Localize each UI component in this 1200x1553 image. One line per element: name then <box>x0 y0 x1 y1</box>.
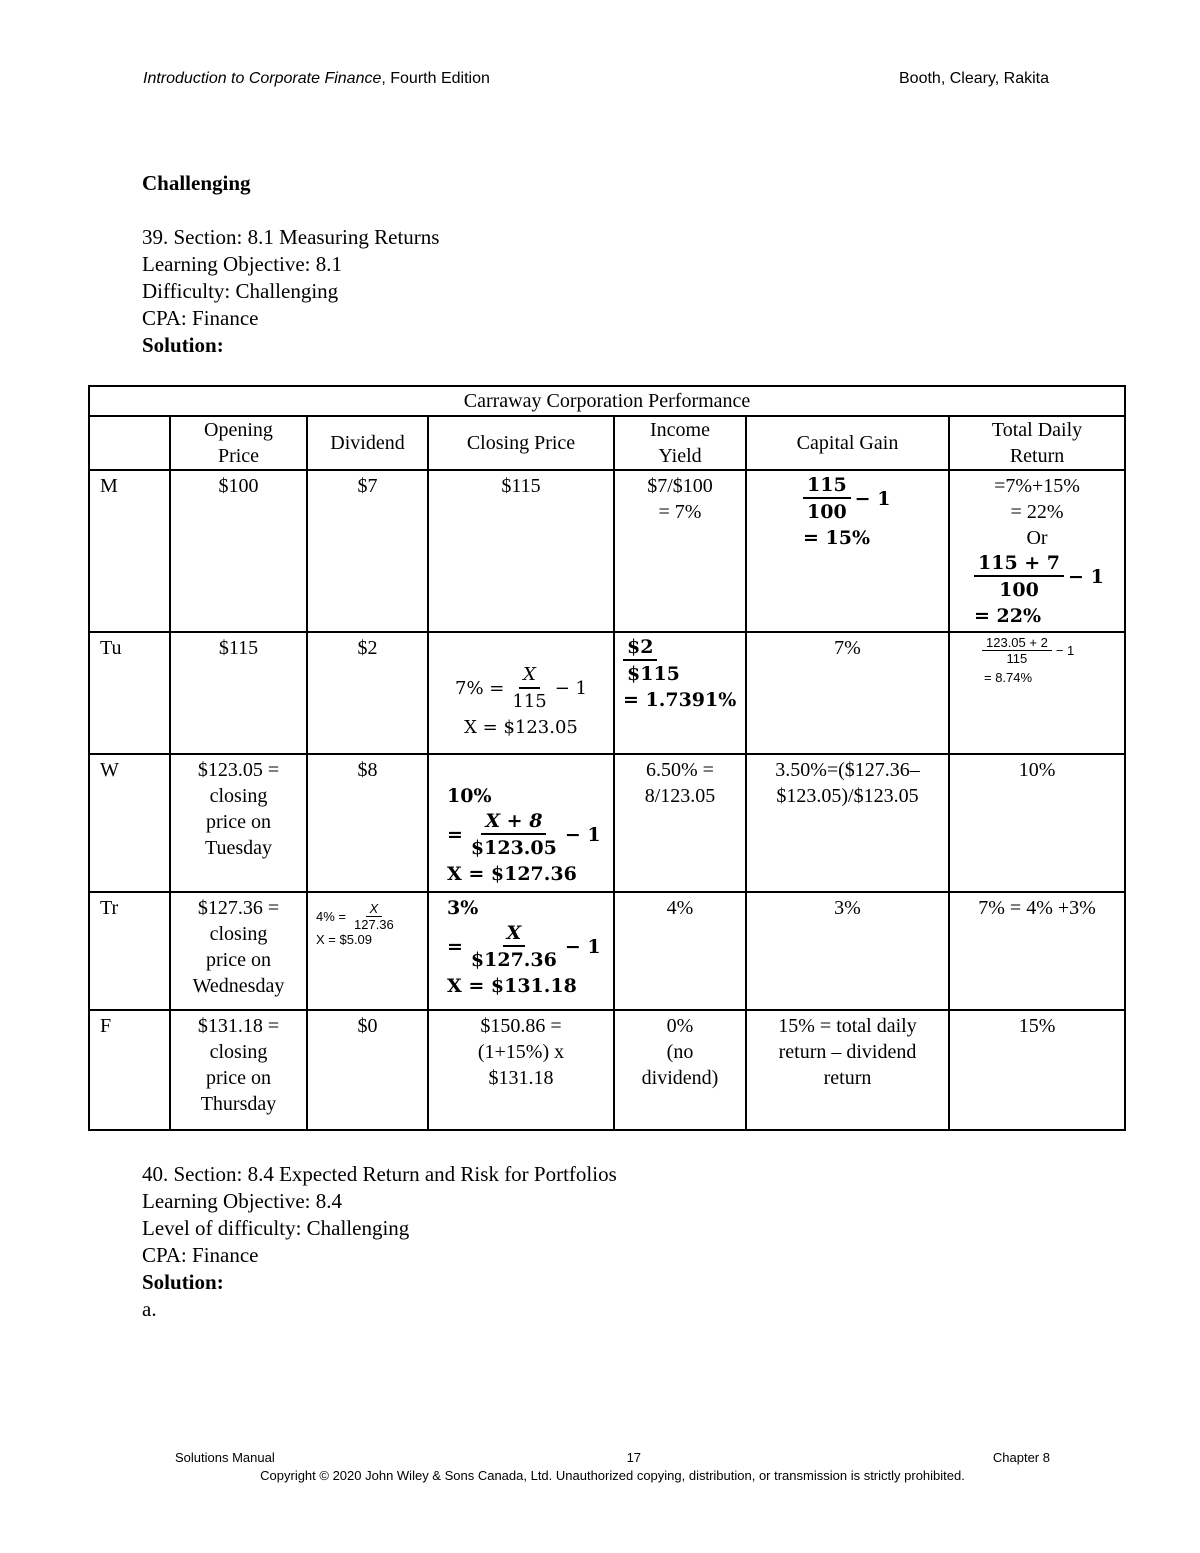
opening-line: closing <box>209 785 268 807</box>
total-result: = 22% <box>974 605 1042 627</box>
dividend-cell: $8 <box>307 754 428 892</box>
opening-cell <box>170 1010 307 1130</box>
income-line: 0% <box>666 1015 694 1037</box>
table-row <box>89 754 1125 892</box>
page-header <box>143 70 1049 88</box>
header-capital-gain: Capital Gain <box>746 416 949 470</box>
income-line: $7/$100 <box>647 475 713 497</box>
opening-line: price on <box>206 1067 271 1089</box>
closing-cell <box>428 1010 614 1130</box>
footer-row <box>175 1450 1050 1465</box>
day-cell: Tu <box>89 632 170 754</box>
income-line: 6.50% = <box>646 759 714 781</box>
formula-lhs: 7% = <box>455 678 505 699</box>
header-closing-price: Closing Price <box>428 416 614 470</box>
total-return-cell <box>949 632 1125 754</box>
income-cell <box>614 470 746 632</box>
denominator: 127.36 <box>354 917 394 932</box>
q39-cpa: CPA: Finance <box>142 306 259 330</box>
income-line: dividend) <box>641 1067 719 1089</box>
numerator: X <box>503 921 526 947</box>
header-total-line2: Return <box>1009 445 1065 467</box>
day-cell: Tr <box>89 892 170 1010</box>
closing-result: X = $127.36 <box>447 863 577 885</box>
opening-cell: $115 <box>170 632 307 754</box>
denominator: $115 <box>627 663 680 685</box>
day-cell: F <box>89 1010 170 1130</box>
capital-gain-cell: 7% <box>746 632 949 754</box>
q40-difficulty: Level of difficulty: Challenging <box>142 1216 410 1240</box>
book-title: Introduction to Corporate Finance <box>143 70 382 87</box>
q40-objective: Learning Objective: 8.4 <box>142 1189 343 1213</box>
q40-cpa: CPA: Finance <box>142 1243 259 1267</box>
opening-cell <box>170 892 307 1010</box>
closing-formula <box>447 809 609 861</box>
table-header-row <box>89 416 1125 470</box>
fraction <box>467 809 561 861</box>
question-40-meta <box>142 1161 617 1323</box>
q39-solution-label: Solution: <box>142 333 224 357</box>
total-line: Or <box>1026 527 1048 549</box>
closing-line: (1+15%) x <box>477 1041 565 1063</box>
header-opening-line1: Opening <box>204 419 273 441</box>
numerator: 115 <box>803 473 851 499</box>
capital-line: 15% = total daily <box>778 1015 917 1037</box>
closing-line: $150.86 = <box>480 1015 562 1037</box>
minus-one: − 1 <box>1068 566 1104 588</box>
table-title: Carraway Corporation Performance <box>89 386 1125 416</box>
capital-line: 3.50%=($127.36– <box>775 759 920 781</box>
q40-solution-label: Solution: <box>142 1270 224 1294</box>
closing-result: X = $123.05 <box>464 717 578 738</box>
header-income-yield <box>614 416 746 470</box>
total-formula <box>954 635 1120 666</box>
closing-percent: 10% <box>447 785 492 807</box>
denominator: 100 <box>999 579 1039 601</box>
total-return-cell: 10% <box>949 754 1125 892</box>
opening-line: $127.36 = <box>197 897 280 919</box>
income-cell <box>614 632 746 754</box>
income-line: 8/123.05 <box>644 785 716 807</box>
closing-cell <box>428 632 614 754</box>
header-authors: Booth, Cleary, Rakita <box>899 70 1049 87</box>
dividend-formula <box>316 901 423 932</box>
numerator: 115 + 7 <box>974 551 1064 577</box>
closing-cell <box>428 892 614 1010</box>
opening-line: closing <box>209 923 268 945</box>
denominator: $127.36 <box>470 949 557 971</box>
closing-result: X = $131.18 <box>447 975 577 997</box>
denominator: 115 <box>1006 651 1028 666</box>
capital-gain-formula <box>803 473 944 525</box>
dividend-cell: $0 <box>307 1010 428 1130</box>
copyright-notice: Copyright © 2020 John Wiley & Sons Canada, Ltd. Unauthorized copying, distribution, or transmission is strictly prohibited. <box>260 1468 965 1483</box>
table-row <box>89 892 1125 1010</box>
fraction <box>467 921 561 973</box>
opening-line: $131.18 = <box>197 1015 280 1037</box>
opening-cell: $100 <box>170 470 307 632</box>
closing-percent: 3% <box>447 897 479 919</box>
opening-line: $123.05 = <box>197 759 280 781</box>
page-footer <box>175 1450 1050 1483</box>
income-line: (no <box>666 1041 694 1063</box>
numerator: X <box>519 663 540 689</box>
fraction <box>508 663 550 715</box>
q39-objective: Learning Objective: 8.1 <box>142 252 343 276</box>
opening-line: Wednesday <box>192 975 285 997</box>
fraction <box>350 901 398 932</box>
fraction <box>803 473 851 525</box>
total-result: = 8.74% <box>984 670 1033 685</box>
section-heading-block <box>142 170 251 197</box>
opening-line: Thursday <box>200 1093 277 1115</box>
formula-lhs: = <box>447 936 463 958</box>
header-income-line2: Yield <box>658 445 702 467</box>
opening-cell <box>170 754 307 892</box>
closing-formula <box>433 663 609 715</box>
dividend-cell <box>307 892 428 1010</box>
header-total-return <box>949 416 1125 470</box>
closing-formula <box>447 921 609 973</box>
minus-one: − 1 <box>854 488 891 510</box>
fraction <box>982 635 1052 666</box>
q39-difficulty: Difficulty: Challenging <box>142 279 339 303</box>
dividend-cell: $7 <box>307 470 428 632</box>
header-opening-line2: Price <box>217 445 260 467</box>
income-formula <box>623 635 741 687</box>
opening-line: closing <box>209 1041 268 1063</box>
formula-lhs: = <box>447 824 463 846</box>
total-line: = 22% <box>1010 501 1064 523</box>
capital-line: return – dividend <box>778 1041 917 1063</box>
total-return-cell: 15% <box>949 1010 1125 1130</box>
header-opening-price <box>170 416 307 470</box>
income-result: = 1.7391% <box>623 689 737 711</box>
closing-line: $131.18 <box>488 1067 554 1089</box>
day-cell: W <box>89 754 170 892</box>
q40-section: 40. Section: 8.4 Expected Return and Risk for Portfolios <box>142 1162 617 1186</box>
day-cell: M <box>89 470 170 632</box>
fraction <box>623 635 684 687</box>
table-title-row <box>89 386 1125 416</box>
total-line: =7%+15% <box>994 475 1080 497</box>
table-row <box>89 632 1125 754</box>
income-cell <box>614 754 746 892</box>
denominator: $123.05 <box>470 837 557 859</box>
formula-lhs: 4% = <box>316 908 346 924</box>
minus-one: − 1 <box>564 936 601 958</box>
table-row <box>89 1010 1125 1130</box>
denominator: 100 <box>807 501 847 523</box>
fraction <box>974 551 1064 603</box>
page-number: 17 <box>626 1450 642 1465</box>
capital-gain-cell <box>746 470 949 632</box>
total-formula <box>954 551 1120 603</box>
opening-line: Tuesday <box>204 837 273 859</box>
income-cell <box>614 1010 746 1130</box>
section-heading: Challenging <box>142 171 251 195</box>
minus-one: − 1 <box>1055 642 1075 658</box>
header-income-line1: Income <box>650 419 710 441</box>
header-total-line1: Total Daily <box>991 419 1083 441</box>
capital-gain-cell <box>746 1010 949 1130</box>
header-book <box>143 70 490 88</box>
income-line: = 7% <box>658 501 702 523</box>
numerator: X + 8 <box>481 809 546 835</box>
header-day <box>89 416 170 470</box>
income-cell: 4% <box>614 892 746 1010</box>
q39-section: 39. Section: 8.1 Measuring Returns <box>142 225 440 249</box>
question-39-meta <box>142 224 439 359</box>
opening-line: price on <box>206 949 271 971</box>
minus-one: − 1 <box>564 824 601 846</box>
q40-part-label: a. <box>142 1297 157 1321</box>
footer-chapter: Chapter 8 <box>992 1450 1050 1465</box>
denominator: 115 <box>512 691 547 712</box>
closing-cell: $115 <box>428 470 614 632</box>
capital-gain-cell: 3% <box>746 892 949 1010</box>
minus-one: − 1 <box>554 678 587 699</box>
capital-line: $123.05)/$123.05 <box>776 785 919 807</box>
numerator: X <box>366 901 383 917</box>
book-edition: , Fourth Edition <box>381 70 490 87</box>
capital-gain-result: = 15% <box>803 527 871 549</box>
table-row <box>89 470 1125 632</box>
header-dividend: Dividend <box>307 416 428 470</box>
numerator: 123.05 + 2 <box>982 635 1052 651</box>
numerator: $2 <box>623 635 657 661</box>
total-return-cell: 7% = 4% +3% <box>949 892 1125 1010</box>
total-return-cell <box>949 470 1125 632</box>
performance-table <box>88 385 1126 1131</box>
capital-line: return <box>823 1067 872 1089</box>
dividend-cell: $2 <box>307 632 428 754</box>
dividend-result: X = $5.09 <box>316 932 373 947</box>
footer-manual: Solutions Manual <box>175 1450 275 1465</box>
capital-gain-cell <box>746 754 949 892</box>
opening-line: price on <box>206 811 271 833</box>
closing-cell <box>428 754 614 892</box>
